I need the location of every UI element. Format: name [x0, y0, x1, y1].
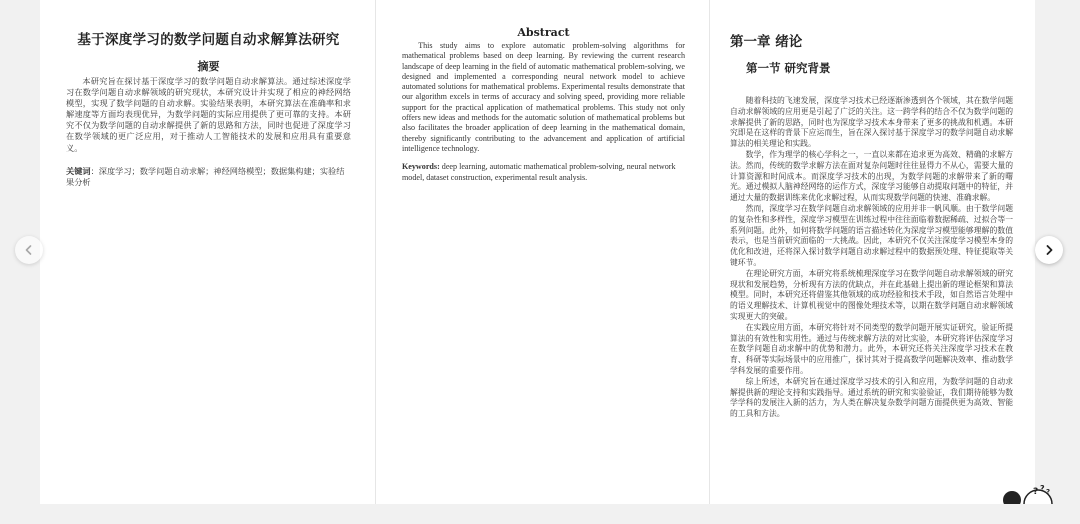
abstract-text-zh: 本研究旨在探讨基于深度学习的数学问题自动求解算法。通过综述深度学习在数学问题自动求解领域的研究现状，本研究设计并实现了相应的神经网络模型，实现了数学问题的自动求解。实验结果表明，本研究算法在准确率和求解速度等方面均表现优异，为数学问题的实际应用提供了更可靠的支持。本研究不仅为数学问题的自动求解提供了新的思路和方法，同时也促进了深度学习在数学领域的更广泛应用，对于推动人工智能技术的发展和应用具有重要意义。	[66, 76, 351, 153]
abstract-heading-zh: 摘要	[197, 60, 220, 73]
keywords-text-en: deep learning, automatic mathematical problem-solving, neural network model, dataset construction, experimental result analysis.	[402, 162, 676, 182]
body-paragraph: 在理论研究方面，本研究将系统梳理深度学习在数学问题自动求解领域的研究现状和发展趋势，分析现有方法的优缺点，并在此基础上提出新的理论框架和算法模型。同时，本研究还将借鉴其他领域的成功经验和技术手段，如自然语言处理中的语义理解技术、计算机视觉中的图像处理技术等，以期在数学问题自动求解领域实现更大的突破。	[730, 268, 1013, 321]
svg-text:?: ?	[1046, 488, 1051, 496]
keywords-zh	[66, 166, 351, 188]
body-paragraph: 随着科技的飞速发展，深度学习技术已经逐渐渗透到各个领域，其在数学问题自动求解领域的应用更是引起了广泛的关注。这一跨学科的结合不仅为数学问题的求解提供了新的思路，同时也为深度学习技术本身带来了更多的挑战和机遇。本研究即是在这样的背景下应运而生，旨在深入探讨基于深度学习的数学问题自动求解算法的相关理论和实践。	[730, 96, 1013, 149]
assistant-button[interactable]	[1000, 484, 1056, 524]
keywords-en	[402, 162, 685, 183]
page-chapter-1	[710, 0, 1035, 504]
svg-text:?: ?	[1033, 487, 1039, 497]
body-paragraph: 综上所述，本研究旨在通过深度学习技术的引入和应用，为数学问题的自动求解提供新的理论支持和实践指导。通过系统的研究和实验验证，我们期待能够为数学学科的发展注入新的活力，为人类在解决复杂数学问题方面提供更为高效、智能的工具和方法。	[730, 376, 1013, 419]
body-paragraph: 然而，深度学习在数学问题自动求解领域的应用并非一帆风顺。由于数学问题的复杂性和多样性，深度学习模型在训练过程中往往面临着数据稀疏、过拟合等一系列问题。此外，如何将数学问题的语言描述转化为深度学习模型能够理解的数值表示，也是当前研究面临的一大挑战。因此，本研究不仅关注深度学习模型本身的优化和改进，还将深入探讨数学问题自动求解过程中的数据预处理、特征提取等关键环节。	[730, 203, 1013, 267]
body-paragraph: 数学，作为理学的核心学科之一，一直以来都在追求更为高效、精确的求解方法。然而，传统的数学求解方法在面对复杂问题时往往显得力不从心，需要大量的计算资源和时间成本。而深度学习技术的出现，为数学问题的求解带来了新的曙光。通过模拟人脑神经网络的运作方式，深度学习能够自动提取问题中的特征，并通过大量的数据训练来优化求解过程，从而实现数学问题的快速、准确求解。	[730, 149, 1013, 203]
keywords-label-en: Keywords:	[402, 162, 440, 172]
next-page-button[interactable]	[1035, 236, 1063, 264]
keywords-text-zh: ：深度学习；数学问题自动求解；神经网络模型；数据集构建；实验结果分析	[66, 165, 345, 187]
chevron-left-icon	[23, 244, 35, 256]
previous-page-button[interactable]	[15, 236, 43, 264]
section-heading: 第一节 研究背景	[746, 61, 831, 75]
abstract-text-en: This study aims to explore automatic problem-solving algorithms for mathematical problems based on deep learning. By reviewing the current research landscape of deep learning in the field of automatic mathematical problem-solving, we designed and implemented a corresponding neural network model to achieve automated solutions for mathematical problems. Experimental results demonstrate that our algorithm excels in terms of accuracy and solving speed, providing more reliable support for the practical application of mathematical problems. This study not only offers new ideas and methods for the automatic solution of mathematical problems but also facilitates the broader application of deep learning in the mathematical domain, thereby significantly contributing to the advancement and application of artificial intelligence technology.	[402, 41, 685, 153]
body-paragraph: 在实践应用方面，本研究将针对不同类型的数学问题开展实证研究，验证所提算法的有效性和实用性。通过与传统求解方法的对比实验，本研究将评估深度学习在数学问题自动求解中的优势和潜力。此外，本研究还将关注深度学习技术在教育、科研等实际场景中的应用推广，探讨其对于提高数学问题解决效率、推动数学学科发展的重要作用。	[730, 322, 1013, 375]
chevron-right-icon	[1043, 244, 1055, 256]
question-bubble-icon	[1000, 484, 1056, 504]
page-abstract-en	[376, 0, 709, 504]
svg-text:?: ?	[1040, 484, 1045, 493]
keywords-label-zh: 关键词	[66, 165, 91, 176]
page-title-abstract-zh	[40, 0, 375, 504]
abstract-heading-en: Abstract	[517, 26, 570, 39]
paper-title: 基于深度学习的数学问题自动求解算法研究	[77, 32, 340, 48]
chapter-heading: 第一章 绪论	[730, 34, 803, 50]
